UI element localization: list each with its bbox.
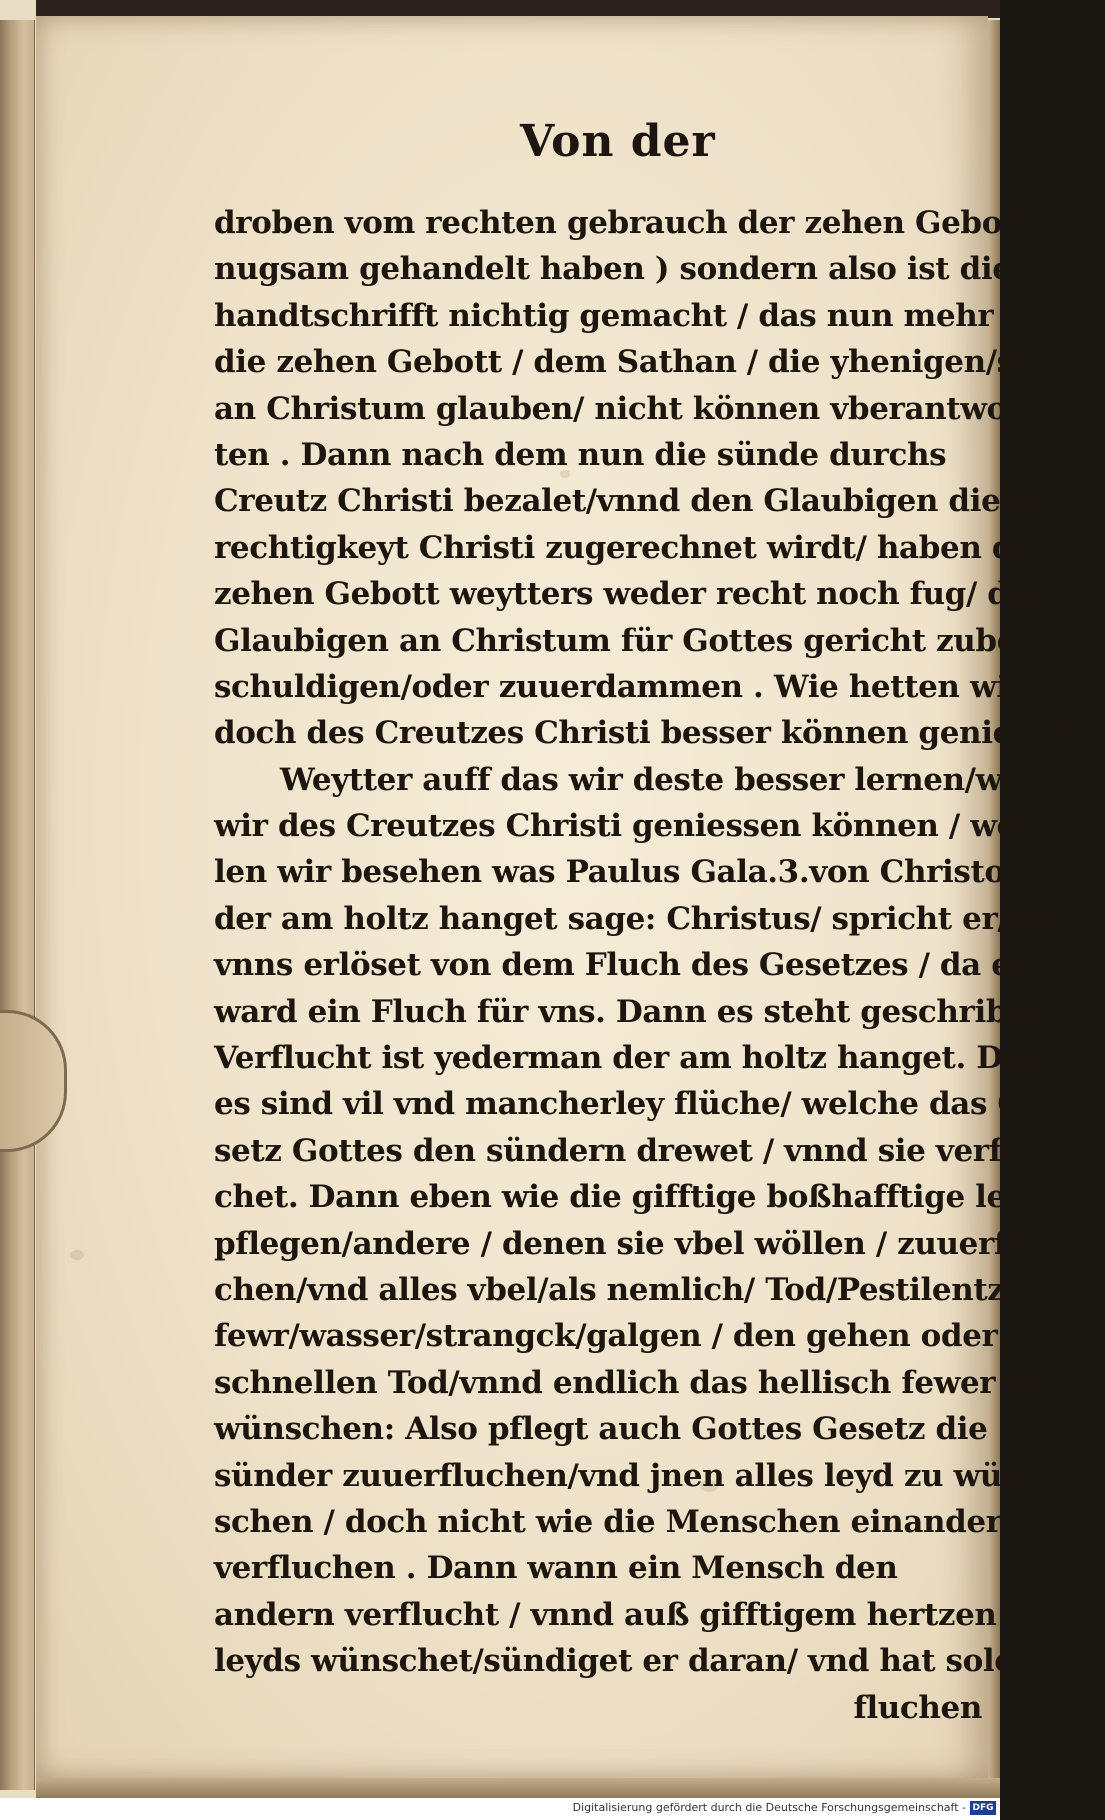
page-bottom-edge <box>36 1778 1000 1798</box>
text-line: chen/vnd alles vbel/als nemlich/ Tod/Pestilentz/ <box>214 1271 1016 1308</box>
dfg-logo: DFG <box>970 1801 996 1815</box>
text-line: len wir besehen was Paulus Gala.3.von Christo/ <box>214 854 1016 891</box>
text-line: fluchen <box>853 1689 982 1726</box>
text-line: andern verflucht / vnnd auß gifftigem hertzen <box>214 1596 997 1633</box>
text-line: vnns erlöset von dem Fluch des Gesetzes / da er <box>214 947 1027 984</box>
text-line: Verflucht ist yederman der am holtz hanget. Denn <box>214 1040 1067 1077</box>
text-line: zehen Gebott weytters weder recht noch fug/ die <box>214 576 1040 613</box>
text-line: schnellen Tod/vnnd endlich das hellisch fewer zu <box>214 1364 1045 1401</box>
text-line: chet. Dann eben wie die gifftige boßhafftige leut <box>214 1179 1042 1216</box>
text-line: schen / doch nicht wie die Menschen einander <box>214 1503 1002 1540</box>
text-line: rechtigkeyt Christi zugerechnet wirdt/ haben die <box>214 529 1044 566</box>
foxing-spot <box>70 1250 84 1260</box>
text-line: wünschen: Also pflegt auch Gottes Gesetz die <box>214 1411 988 1448</box>
text-line: der am holtz hanget sage: Christus/ spricht er/hat <box>214 900 1065 937</box>
page-header: Von der <box>520 116 716 167</box>
text-line: an Christum glauben/ nicht können vberantwor <box>214 390 1023 427</box>
text-line: leyds wünschet/sündiget er daran/ vnd hat solche <box>214 1643 1055 1680</box>
text-line: sünder zuuerfluchen/vnd jnen alles leyd zu wün <box>214 1457 1025 1494</box>
text-line: fewr/wasser/strangck/galgen / den gehen oder <box>214 1318 998 1355</box>
digitization-credit: Digitalisierung gefördert durch die Deutsche Forschungsgemeinschaft - <box>572 1801 966 1814</box>
text-line: wir des Creutzes Christi geniessen können / wöl <box>214 808 1029 845</box>
text-line: handtschrifft nichtig gemacht / das nun mehr <box>214 297 994 334</box>
text-line: schuldigen/oder zuuerdammen . Wie hetten wir <box>214 668 1024 705</box>
text-line: die zehen Gebott / dem Sathan / die yhenigen/so <box>214 344 1034 381</box>
text-line: Creutz Christi bezalet/vnnd den Glaubigen die ge <box>214 483 1052 520</box>
text-line: ward ein Fluch für vns. Dann es steht geschriben: <box>214 993 1060 1030</box>
text-line: doch des Creutzes Christi besser können geniessen? <box>214 715 1105 752</box>
text-line: nugsam gehandelt haben ) sondern also ist diese <box>214 251 1048 288</box>
body-text <box>214 200 1105 1731</box>
text-line: pflegen/andere / denen sie vbel wöllen / zuuerflu <box>214 1225 1041 1262</box>
text-line: ten . Dann nach dem nun die sünde durchs <box>214 436 947 473</box>
text-line: droben vom rechten gebrauch der zehen Gebott ge <box>214 205 1081 241</box>
text-line: es sind vil vnd mancherley flüche/ welche das Ge <box>214 1086 1043 1123</box>
book-spine-edge <box>0 20 35 1790</box>
text-line: Glaubigen an Christum für Gottes gericht zube <box>214 622 1017 659</box>
text-line: setz Gottes den sündern drewet / vnnd sie verflu <box>214 1132 1036 1169</box>
text-line: verfluchen . Dann wann ein Mensch den <box>214 1550 898 1587</box>
text-line: Weytter auff das wir deste besser lernen/wie <box>280 761 1033 798</box>
